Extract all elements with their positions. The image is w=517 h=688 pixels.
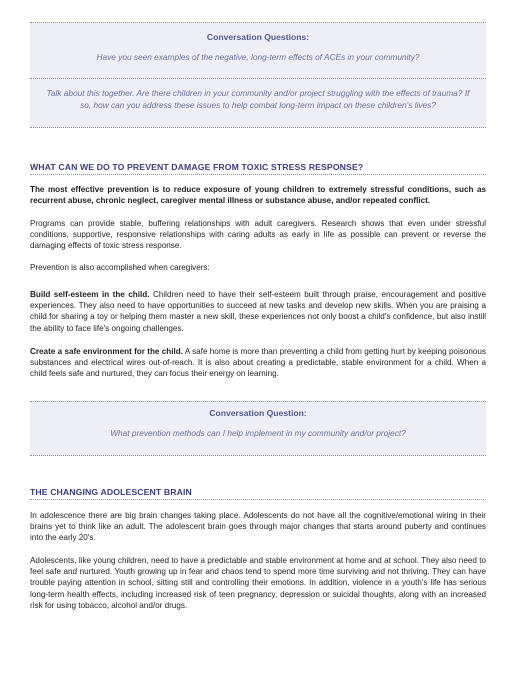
conversation-question-box xyxy=(30,401,486,456)
paragraph-prevention-intro: Prevention is also accomplished when caregivers: xyxy=(30,263,210,272)
paragraph-programs: Programs can provide stable, buffering relationships with adult caregivers. Research shows that even under stressful conditions, supportive, responsive relationships with caring adults as early in life as possible can prevent or reverse the damaging effects of toxic stress response. xyxy=(30,219,486,251)
conversation-question-title: Conversation Question: xyxy=(209,408,307,418)
paragraph-safe-environment xyxy=(30,346,486,380)
safe-environment-text: A safe home is more than preventing a child from getting hurt by keeping poisonous substances and electrical wires out-of-reach. It is also about creating a predictable, stable environment for a child. When a child feels safe and nurtured, they can focus their energy on learning. xyxy=(30,347,486,379)
section-heading-adolescent-brain: THE CHANGING ADOLESCENT BRAIN xyxy=(30,487,486,500)
section-heading-prevention: WHAT CAN WE DO TO PREVENT DAMAGE FROM TOXIC STRESS RESPONSE? xyxy=(30,162,486,175)
conversation-question-1: Have you seen examples of the negative, long-term effects of ACEs in your community? xyxy=(96,52,420,62)
self-esteem-heading: Build self-esteem in the child. xyxy=(30,290,150,299)
paragraph-adolescence: In adolescence there are big brain changes taking place. Adolescents do not have all the cognitive/emotional wiring in their brains yet to think like an adult. The adolescent brain goes through major changes that starts around puberty and continues into the early 20's. xyxy=(30,511,486,543)
conversation-questions-box xyxy=(30,22,486,128)
safe-environment-heading: Create a safe environment for the child. xyxy=(30,347,183,356)
box-divider xyxy=(30,78,486,79)
paragraph-adolescent-needs: Adolescents, like young children, need to have a predictable and stable environment at home and at school. They also need to feel safe and nurtured. Youth growing up in fear and chaos tend to spend more time surviving and not thriving. They can have trouble paying attention in school, sitting still and controlling their emotions. In addition, violence in a youth's life has serious long-term health effects, including increased risk of teen pregnancy, depression or suicidal thoughts, along with an increased risk for using tobacco, alcohol and/or drugs. xyxy=(30,556,486,610)
paragraph-self-esteem xyxy=(30,289,486,334)
lead-paragraph: The most effective prevention is to reduce exposure of young children to extremely stressful conditions, such as recurrent abuse, chronic neglect, caregiver mental illness or substance abuse, and/or repeated conflict. xyxy=(30,185,486,206)
conversation-questions-title: Conversation Questions: xyxy=(206,32,310,42)
self-esteem-text: Children need to have their self-esteem built through praise, encouragement and positive experiences. They also need to have opportunities to succeed at new tasks and develop new skills. When you are praising a child for sharing a toy or helping them master a new skill, these experiences not only boost a child's confidence, but also instill the ability to face life's ongoing challenges. xyxy=(30,290,486,333)
conversation-question-2: Talk about this together. Are there children in your community and/or project struggling with the effects of trauma? If so, how can you address these issues to help combat long-term impact on these children's lives? xyxy=(46,87,470,110)
conversation-question-prevention: What prevention methods can I help implement in my community and/or project? xyxy=(110,428,406,438)
